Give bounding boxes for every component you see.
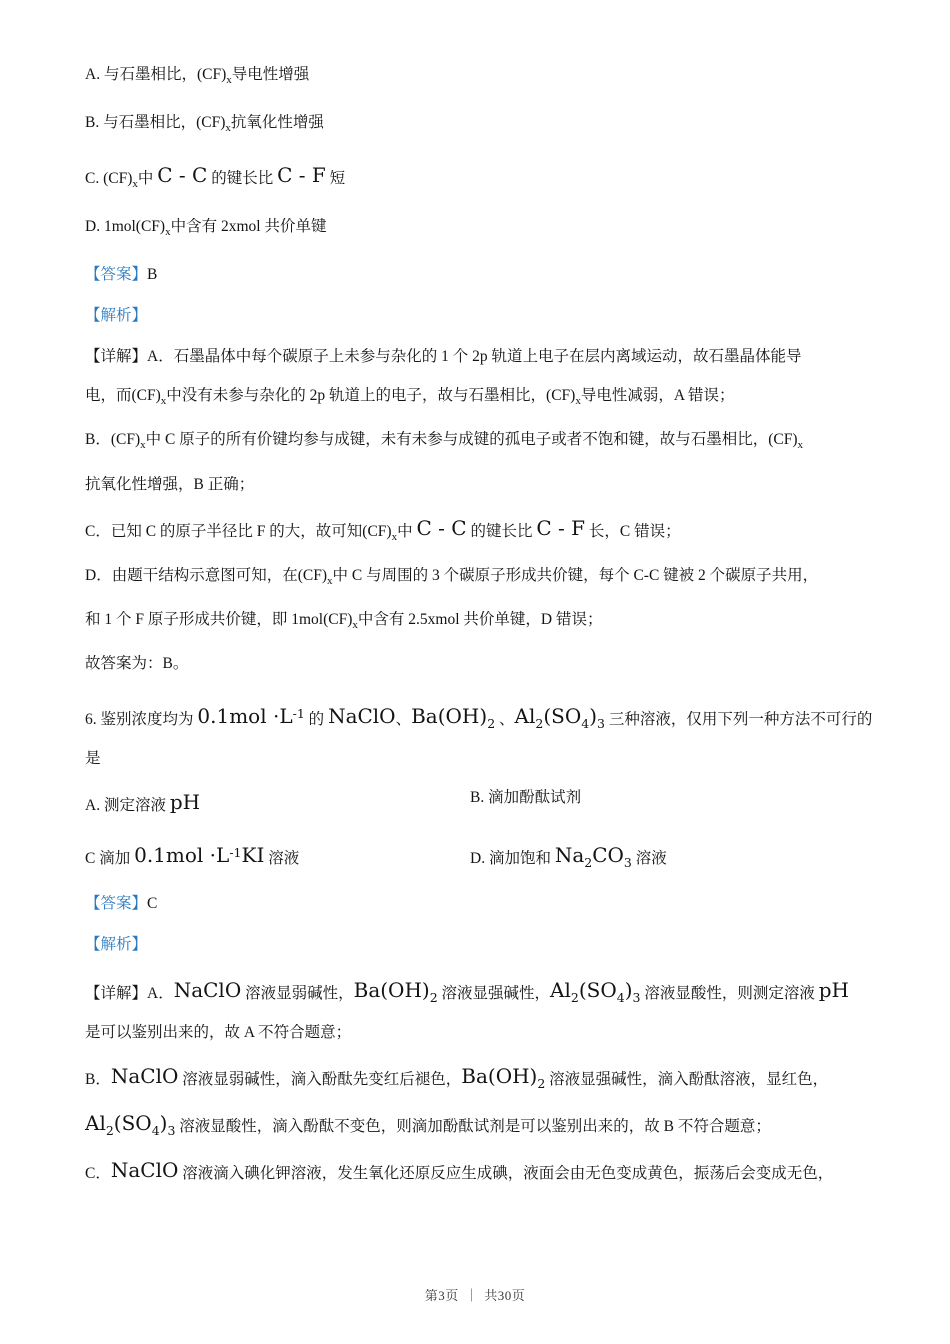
subscript-fragment: x — [575, 395, 581, 408]
text-fragment: D．由题干结构示意图可知，在(CF) — [85, 566, 327, 584]
section-marker: 【答案】 — [85, 894, 148, 912]
section-marker: 【答案】 — [85, 266, 148, 284]
text-fragment: 溶液 — [264, 849, 300, 867]
text-fragment: A. 与石墨相比，(CF) — [85, 66, 227, 83]
text-fragment: 短 — [325, 170, 346, 188]
text-fragment: 的键长比 — [207, 170, 278, 188]
paragraph-line — [85, 511, 872, 550]
formula-fragment: NaClO — [110, 1157, 179, 1182]
formula-fragment: pH — [818, 977, 849, 1002]
text-fragment: 溶液滴入碘化钾溶液，发生氧化还原反应生成碘，液面会由无色变成黄色，振荡后会变成无色， — [178, 1164, 834, 1182]
formula-fragment: (SO — [113, 1110, 152, 1135]
formula-fragment: Al — [550, 977, 571, 1002]
text-fragment: B — [147, 266, 158, 284]
text-fragment: 中 — [397, 522, 417, 540]
formula-fragment: C - F — [277, 163, 326, 188]
text-fragment: 溶液显强碱性，滴入酚酞溶液，显红色， — [545, 1070, 829, 1088]
formula-subscript: 4 — [581, 715, 590, 731]
formula-fragment: 0.1mol ·L — [197, 703, 293, 728]
footer-page-current: 第3页 — [424, 1288, 459, 1303]
footer-separator: ｜ — [464, 1288, 479, 1303]
text-fragment: 导电性增强 — [231, 66, 310, 83]
text-fragment: 溶液显酸性，滴入酚酞不变色，则滴加酚酞试剂是可以鉴别出来的，故 B 不符合题意； — [175, 1117, 771, 1135]
formula-subscript: 2 — [537, 1075, 546, 1091]
paragraph-answer — [85, 262, 872, 288]
paragraph-line — [85, 427, 872, 458]
option-cell-left — [85, 838, 470, 872]
text-fragment: 是可以鉴别出来的，故 A 不符合题意； — [85, 1023, 352, 1041]
paragraph-answer — [85, 891, 872, 917]
text-fragment: D. 滴加饱和 — [470, 849, 555, 867]
formula-superscript: -1 — [229, 844, 242, 860]
text-fragment: C．已知 C 的原子半径比 F 的大，故可知(CF) — [85, 522, 392, 540]
formula-subscript: 3 — [632, 989, 641, 1005]
options-row — [85, 785, 872, 819]
formula-fragment: C - C — [416, 515, 467, 540]
formula-fragment: (SO — [543, 703, 582, 728]
formula-fragment: Na — [554, 842, 585, 867]
subscript-fragment: x — [160, 395, 167, 408]
text-fragment: 抗氧化性增强 — [230, 114, 324, 132]
paragraph-analysis — [85, 303, 872, 329]
text-fragment: 中含有 2xmol 共价单键 — [170, 218, 327, 236]
text-fragment: 溶液显酸性，则测定溶液 — [640, 984, 819, 1002]
text-fragment: 中 C 原子的所有价键均参与成键，未有未参与成键的孤电子或者不饱和键，故与石墨相比，(CF) — [145, 431, 798, 449]
subscript-fragment: x — [225, 122, 231, 135]
formula-subscript: 2 — [570, 989, 579, 1005]
subscript-fragment: x — [391, 530, 398, 543]
option-cell-right — [470, 785, 872, 819]
paragraph-line — [85, 1059, 872, 1093]
subscript-fragment: x — [326, 574, 333, 587]
text-fragment: D. 1mol(CF) — [85, 218, 166, 236]
paragraph-line — [85, 607, 872, 638]
formula-subscript: 2 — [487, 715, 496, 731]
formula-superscript: -1 — [292, 705, 305, 721]
section-marker: 【解析】 — [85, 935, 148, 953]
text-fragment: 中 — [137, 170, 158, 188]
formula-fragment: KI — [241, 842, 265, 867]
text-fragment: 故答案为：B。 — [85, 654, 189, 672]
formula-fragment: ) — [624, 977, 633, 1002]
text-fragment: 溶液显弱碱性，滴入酚酞先变红后褪色， — [178, 1070, 462, 1088]
paragraph-line — [85, 1020, 872, 1046]
paragraph-line — [85, 344, 872, 370]
text-fragment: 、 — [395, 710, 412, 728]
text-fragment: 6. 鉴别浓度均为 — [85, 710, 198, 728]
formula-fragment: NaClO — [328, 703, 396, 728]
paragraph-line — [85, 383, 872, 414]
text-fragment: 溶液 — [631, 849, 667, 867]
option-cell-left — [85, 785, 470, 819]
paragraph-stem — [85, 699, 872, 733]
formula-subscript: 2 — [429, 989, 438, 1005]
text-fragment: 、 — [495, 710, 515, 728]
formula-fragment: CO — [592, 842, 624, 867]
text-fragment: 中 C 与周围的 3 个碳原子形成共价键，每个 C-C 键被 2 个碳原子共用， — [332, 566, 819, 584]
formula-fragment: Al — [514, 703, 536, 728]
text-fragment: 长，C 错误； — [584, 522, 681, 540]
formula-fragment: C - F — [536, 515, 585, 540]
text-fragment: 中含有 2.5xmol 共价单键，D 错误； — [357, 610, 603, 628]
formula-subscript: 4 — [616, 989, 625, 1005]
paragraph-line — [85, 746, 872, 772]
text-fragment: 导电性减弱，A 错误； — [580, 387, 735, 405]
subscript-fragment: x — [165, 226, 171, 239]
formula-fragment: Al — [85, 1110, 106, 1135]
text-fragment: B．(CF) — [85, 431, 141, 449]
formula-subscript: 2 — [535, 715, 544, 731]
text-fragment: 是 — [85, 749, 101, 767]
subscript-fragment: x — [132, 178, 138, 191]
text-fragment: 溶液显强碱性， — [437, 984, 551, 1002]
option-cell-right — [470, 838, 872, 872]
paragraph-line — [85, 472, 872, 498]
paragraph-line — [85, 1106, 872, 1140]
subscript-fragment: x — [226, 74, 232, 87]
text-fragment: B． — [85, 1070, 111, 1088]
paragraph-option — [85, 110, 872, 141]
formula-subscript: 2 — [105, 1122, 114, 1138]
formula-fragment: ) — [159, 1110, 168, 1135]
formula-fragment: Ba(OH) — [353, 977, 430, 1002]
formula-fragment: NaClO — [110, 1063, 179, 1088]
paragraph-analysis — [85, 932, 872, 958]
text-fragment: 三种溶液，仅用下列一种方法不可行的 — [604, 710, 873, 728]
formula-fragment: Ba(OH) — [461, 1063, 538, 1088]
paragraph-option — [85, 62, 872, 93]
text-fragment: 溶液显弱碱性， — [241, 984, 354, 1002]
text-fragment: 中没有未参与杂化的 2p 轨道上的电子，故与石墨相比，(CF) — [166, 387, 576, 405]
formula-fragment: 0.1mol ·L — [134, 842, 230, 867]
subscript-fragment: x — [140, 439, 146, 452]
subscript-fragment: x — [797, 439, 803, 452]
formula-subscript: 3 — [167, 1122, 176, 1138]
paragraph-line — [85, 651, 872, 677]
section-marker: 【解析】 — [85, 307, 148, 325]
paragraph-line — [85, 1153, 872, 1187]
text-fragment: 电，而(CF) — [85, 387, 161, 405]
formula-fragment: NaClO — [173, 977, 242, 1002]
text-fragment: C 滴加 — [85, 849, 135, 867]
text-fragment: 【详解】A． — [85, 984, 174, 1002]
text-fragment: 和 1 个 F 原子形成共价键，即 1mol(CF) — [85, 610, 353, 628]
formula-subscript: 3 — [597, 715, 605, 731]
formula-fragment: Ba(OH) — [411, 703, 488, 728]
text-fragment: 抗氧化性增强，B 正确； — [85, 475, 255, 493]
formula-subscript: 4 — [151, 1122, 160, 1138]
paragraph-option — [85, 158, 872, 197]
page-footer — [0, 1285, 950, 1304]
formula-fragment: C - C — [157, 163, 208, 188]
text-fragment: B. 滴加酚酞试剂 — [470, 788, 582, 806]
paragraph-line — [85, 973, 872, 1007]
options-row — [85, 838, 872, 872]
document-body — [85, 62, 872, 1200]
text-fragment: C. (CF) — [85, 170, 133, 188]
formula-fragment: ) — [589, 703, 597, 728]
text-fragment: 的键长比 — [466, 522, 537, 540]
text-fragment: B. 与石墨相比，(CF) — [85, 114, 226, 132]
formula-fragment: (SO — [578, 977, 617, 1002]
footer-page-total: 共30页 — [484, 1288, 526, 1303]
paragraph-line — [85, 563, 872, 594]
formula-fragment: pH — [169, 789, 201, 814]
text-fragment: C — [147, 894, 158, 912]
paragraph-option — [85, 214, 872, 245]
text-fragment: 的 — [304, 710, 329, 728]
text-fragment: A. 测定溶液 — [85, 796, 170, 814]
text-fragment: 【详解】A．石墨晶体中每个碳原子上未参与杂化的 1 个 2p 轨道上电子在层内离域运动，故石墨晶体能导 — [85, 348, 802, 366]
text-fragment: C． — [85, 1164, 111, 1182]
subscript-fragment: x — [352, 618, 358, 631]
formula-subscript: 3 — [623, 854, 632, 870]
formula-subscript: 2 — [584, 854, 593, 870]
